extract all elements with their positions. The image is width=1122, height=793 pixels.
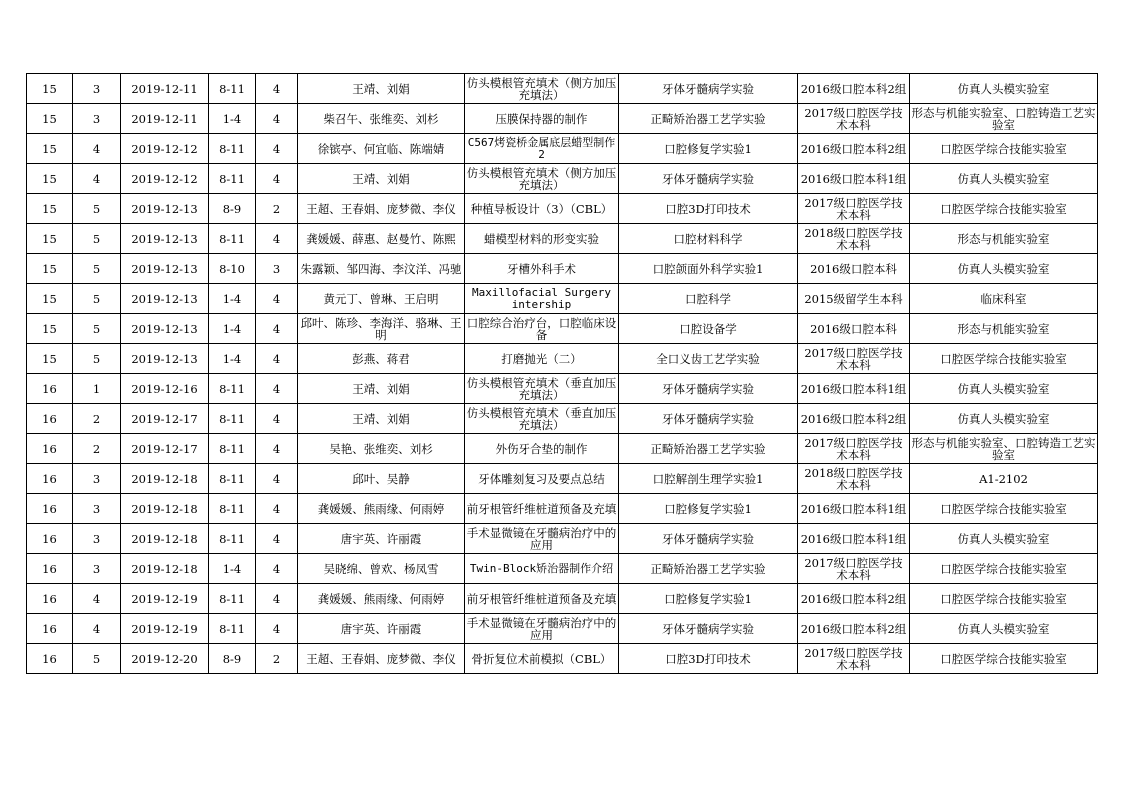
date-cell: 2019-12-12 [121,134,209,164]
experiment-content-cell: Twin-Block矫治器制作介绍 [465,554,619,584]
week-cell: 15 [27,254,73,284]
period-cell: 8-11 [209,614,256,644]
lab-room-cell: 仿真人头模实验室 [910,404,1098,434]
experiment-content-cell: 种植导板设计（3）（CBL） [465,194,619,224]
date-cell: 2019-12-18 [121,554,209,584]
table-row [27,104,1098,134]
course-cell: 牙体牙髓病学实验 [619,74,798,104]
class-group-cell: 2016级口腔本科1组 [798,524,910,554]
course-cell: 牙体牙髓病学实验 [619,164,798,194]
weekday-cell: 3 [73,104,121,134]
hours-cell: 4 [256,464,298,494]
period-cell: 8-11 [209,134,256,164]
hours-cell: 4 [256,614,298,644]
lab-room-cell: 仿真人头模实验室 [910,374,1098,404]
class-group-cell: 2016级口腔本科2组 [798,404,910,434]
hours-cell: 4 [256,104,298,134]
date-cell: 2019-12-16 [121,374,209,404]
class-group-cell: 2016级口腔本科2组 [798,614,910,644]
course-cell: 口腔材料科学 [619,224,798,254]
lab-room-cell: 口腔医学综合技能实验室 [910,554,1098,584]
period-cell: 1-4 [209,284,256,314]
course-cell: 口腔设备学 [619,314,798,344]
weekday-cell: 5 [73,254,121,284]
experiment-content-cell: 仿头模根管充填术（垂直加压充填法） [465,374,619,404]
date-cell: 2019-12-13 [121,254,209,284]
table-row [27,284,1098,314]
weekday-cell: 2 [73,404,121,434]
period-cell: 8-11 [209,224,256,254]
week-cell: 15 [27,74,73,104]
class-group-cell: 2017级口腔医学技术本科 [798,104,910,134]
lab-room-cell: 口腔医学综合技能实验室 [910,584,1098,614]
week-cell: 16 [27,404,73,434]
class-group-cell: 2018级口腔医学技术本科 [798,464,910,494]
date-cell: 2019-12-13 [121,224,209,254]
experiment-content-cell: Maxillofacial Surgery intership [465,284,619,314]
class-group-cell: 2015级留学生本科 [798,284,910,314]
course-cell: 口腔解剖生理学实验1 [619,464,798,494]
teachers-cell: 唐宇英、许丽霞 [298,614,465,644]
weekday-cell: 5 [73,194,121,224]
hours-cell: 4 [256,224,298,254]
week-cell: 16 [27,434,73,464]
teachers-cell: 龚媛媛、熊雨缘、何雨婷 [298,494,465,524]
table-row [27,434,1098,464]
period-cell: 1-4 [209,104,256,134]
lab-room-cell: 口腔医学综合技能实验室 [910,494,1098,524]
week-cell: 15 [27,314,73,344]
lab-room-cell: 口腔医学综合技能实验室 [910,644,1098,674]
course-cell: 正畸矫治器工艺学实验 [619,554,798,584]
course-cell: 口腔修复学实验1 [619,494,798,524]
period-cell: 1-4 [209,344,256,374]
table-row [27,224,1098,254]
teachers-cell: 王靖、刘娟 [298,374,465,404]
table-row [27,614,1098,644]
period-cell: 8-11 [209,164,256,194]
class-group-cell: 2016级口腔本科2组 [798,74,910,104]
hours-cell: 4 [256,554,298,584]
class-group-cell: 2018级口腔医学技术本科 [798,224,910,254]
week-cell: 16 [27,614,73,644]
table-row [27,134,1098,164]
hours-cell: 4 [256,524,298,554]
table-row [27,164,1098,194]
class-group-cell: 2016级口腔本科2组 [798,134,910,164]
course-cell: 全口义齿工艺学实验 [619,344,798,374]
week-cell: 15 [27,134,73,164]
week-cell: 15 [27,284,73,314]
table-row [27,584,1098,614]
table-row [27,554,1098,584]
date-cell: 2019-12-18 [121,464,209,494]
date-cell: 2019-12-11 [121,74,209,104]
course-cell: 口腔3D打印技术 [619,194,798,224]
hours-cell: 4 [256,74,298,104]
lab-room-cell: 口腔医学综合技能实验室 [910,194,1098,224]
date-cell: 2019-12-18 [121,524,209,554]
experiment-content-cell: 蜡模型材料的形变实验 [465,224,619,254]
hours-cell: 4 [256,434,298,464]
lab-room-cell: 口腔医学综合技能实验室 [910,344,1098,374]
period-cell: 8-11 [209,404,256,434]
table-row [27,644,1098,674]
period-cell: 1-4 [209,554,256,584]
lab-room-cell: 形态与机能实验室、口腔铸造工艺实验室 [911,105,1096,132]
period-cell: 1-4 [209,314,256,344]
table-row [27,464,1098,494]
date-cell: 2019-12-12 [121,164,209,194]
hours-cell: 4 [256,344,298,374]
hours-cell: 4 [256,314,298,344]
date-cell: 2019-12-13 [121,344,209,374]
experiment-content-cell: 压膜保持器的制作 [465,104,619,134]
weekday-cell: 3 [73,494,121,524]
teachers-cell: 王超、王春娟、庞梦微、李仪 [298,644,465,674]
teachers-cell: 徐镔亭、何宜临、陈端婧 [298,134,465,164]
period-cell: 8-11 [209,374,256,404]
teachers-cell: 邱叶、吴静 [298,464,465,494]
teachers-cell: 黄元丁、曾琳、王启明 [298,284,465,314]
schedule-sheet [26,73,1098,674]
period-cell: 8-10 [209,254,256,284]
weekday-cell: 5 [73,314,121,344]
week-cell: 16 [27,494,73,524]
table-row [27,404,1098,434]
date-cell: 2019-12-13 [121,284,209,314]
course-cell: 正畸矫治器工艺学实验 [619,104,798,134]
lab-room-cell: 仿真人头模实验室 [910,164,1098,194]
class-group-cell: 2016级口腔本科1组 [798,494,910,524]
weekday-cell: 5 [73,284,121,314]
weekday-cell: 3 [73,74,121,104]
teachers-cell: 邱叶、陈珍、李海洋、骆琳、王明 [298,314,465,344]
teachers-cell: 吴艳、张维奕、刘杉 [298,434,465,464]
weekday-cell: 1 [73,374,121,404]
weekday-cell: 4 [73,584,121,614]
week-cell: 16 [27,644,73,674]
course-cell: 口腔科学 [619,284,798,314]
week-cell: 16 [27,554,73,584]
week-cell: 15 [27,104,73,134]
table-row [27,74,1098,104]
weekday-cell: 3 [73,524,121,554]
hours-cell: 2 [256,194,298,224]
weekday-cell: 3 [73,554,121,584]
teachers-cell: 王靖、刘娟 [298,74,465,104]
course-cell: 口腔3D打印技术 [619,644,798,674]
class-group-cell: 2017级口腔医学技术本科 [798,554,910,584]
date-cell: 2019-12-19 [121,584,209,614]
week-cell: 15 [27,194,73,224]
weekday-cell: 5 [73,644,121,674]
week-cell: 16 [27,584,73,614]
period-cell: 8-11 [209,74,256,104]
experiment-content-cell: 仿头模根管充填术（侧方加压充填法） [465,74,619,104]
table-row [27,494,1098,524]
lab-schedule-table [26,73,1098,674]
hours-cell: 4 [256,374,298,404]
hours-cell: 4 [256,134,298,164]
course-cell: 口腔修复学实验1 [619,584,798,614]
lab-room-cell: A1-2102 [910,464,1098,494]
table-row [27,344,1098,374]
course-cell: 口腔颌面外科学实验1 [619,254,798,284]
class-group-cell: 2016级口腔本科 [798,254,910,284]
teachers-cell: 王靖、刘娟 [298,164,465,194]
hours-cell: 4 [256,284,298,314]
hours-cell: 4 [256,404,298,434]
weekday-cell: 2 [73,434,121,464]
class-group-cell: 2016级口腔本科1组 [798,374,910,404]
table-row [27,194,1098,224]
class-group-cell: 2017级口腔医学技术本科 [798,344,910,374]
class-group-cell: 2017级口腔医学技术本科 [798,194,910,224]
experiment-content-cell: 仿头模根管充填术（垂直加压充填法） [465,404,619,434]
experiment-content-cell: 口腔综合治疗台，口腔临床设备 [465,314,619,344]
week-cell: 15 [27,344,73,374]
teachers-cell: 王超、王春娟、庞梦微、李仪 [298,194,465,224]
teachers-cell: 吴晓绵、曾欢、杨凤雪 [298,554,465,584]
experiment-content-cell: 前牙根管纤维桩道预备及充填 [465,494,619,524]
period-cell: 8-9 [209,194,256,224]
lab-room-cell: 形态与机能实验室、口腔铸造工艺实验室 [911,435,1096,462]
experiment-content-cell: 牙体雕刻复习及要点总结 [465,464,619,494]
hours-cell: 2 [256,644,298,674]
lab-room-cell: 口腔医学综合技能实验室 [910,134,1098,164]
class-group-cell: 2017级口腔医学技术本科 [798,644,910,674]
table-row [27,374,1098,404]
course-cell: 口腔修复学实验1 [619,134,798,164]
weekday-cell: 5 [73,224,121,254]
lab-room-cell: 仿真人头模实验室 [910,74,1098,104]
experiment-content-cell: 手术显微镜在牙髓病治疗中的应用 [465,524,619,554]
weekday-cell: 5 [73,344,121,374]
course-cell: 牙体牙髓病学实验 [619,614,798,644]
experiment-content-cell: 仿头模根管充填术（侧方加压充填法） [465,164,619,194]
lab-room-cell: 仿真人头模实验室 [910,254,1098,284]
date-cell: 2019-12-11 [121,104,209,134]
week-cell: 15 [27,224,73,254]
teachers-cell: 王靖、刘娟 [298,404,465,434]
period-cell: 8-11 [209,464,256,494]
teachers-cell: 朱露颖、邹四海、李汶洋、冯驰 [298,254,465,284]
lab-room-cell: 仿真人头模实验室 [910,614,1098,644]
date-cell: 2019-12-18 [121,494,209,524]
date-cell: 2019-12-17 [121,434,209,464]
date-cell: 2019-12-13 [121,194,209,224]
table-row [27,524,1098,554]
course-cell: 正畸矫治器工艺学实验 [619,434,798,464]
date-cell: 2019-12-19 [121,614,209,644]
week-cell: 15 [27,164,73,194]
teachers-cell: 龚媛媛、熊雨缘、何雨婷 [298,584,465,614]
weekday-cell: 4 [73,164,121,194]
experiment-content-cell: 骨折复位术前模拟（CBL） [465,644,619,674]
lab-room-cell: 形态与机能实验室 [910,314,1098,344]
experiment-content-cell: 外伤牙合垫的制作 [465,434,619,464]
date-cell: 2019-12-20 [121,644,209,674]
hours-cell: 4 [256,584,298,614]
course-cell: 牙体牙髓病学实验 [619,374,798,404]
period-cell: 8-11 [209,494,256,524]
weekday-cell: 3 [73,464,121,494]
lab-room-cell: 临床科室 [910,284,1098,314]
experiment-content-cell: 牙槽外科手术 [465,254,619,284]
table-row [27,314,1098,344]
lab-room-cell: 形态与机能实验室 [910,224,1098,254]
class-group-cell: 2017级口腔医学技术本科 [798,434,910,464]
experiment-content-cell: 打磨抛光（二） [465,344,619,374]
teachers-cell: 彭燕、蒋君 [298,344,465,374]
table-row [27,254,1098,284]
week-cell: 16 [27,374,73,404]
weekday-cell: 4 [73,134,121,164]
period-cell: 8-9 [209,644,256,674]
period-cell: 8-11 [209,524,256,554]
teachers-cell: 柴召午、张维奕、刘杉 [298,104,465,134]
course-cell: 牙体牙髓病学实验 [619,404,798,434]
class-group-cell: 2016级口腔本科1组 [798,164,910,194]
experiment-content-cell: C567烤瓷桥金属底层蜡型制作2 [465,134,619,164]
schedule-body [27,74,1098,674]
hours-cell: 4 [256,494,298,524]
period-cell: 8-11 [209,584,256,614]
weekday-cell: 4 [73,614,121,644]
period-cell: 8-11 [209,434,256,464]
date-cell: 2019-12-13 [121,314,209,344]
course-cell: 牙体牙髓病学实验 [619,524,798,554]
hours-cell: 4 [256,164,298,194]
week-cell: 16 [27,464,73,494]
week-cell: 16 [27,524,73,554]
date-cell: 2019-12-17 [121,404,209,434]
teachers-cell: 唐宇英、许丽霞 [298,524,465,554]
experiment-content-cell: 手术显微镜在牙髓病治疗中的应用 [465,614,619,644]
class-group-cell: 2016级口腔本科 [798,314,910,344]
lab-room-cell: 仿真人头模实验室 [910,524,1098,554]
teachers-cell: 龚媛媛、薛惠、赵曼竹、陈熙 [298,224,465,254]
experiment-content-cell: 前牙根管纤维桩道预备及充填 [465,584,619,614]
hours-cell: 3 [256,254,298,284]
class-group-cell: 2016级口腔本科2组 [798,584,910,614]
